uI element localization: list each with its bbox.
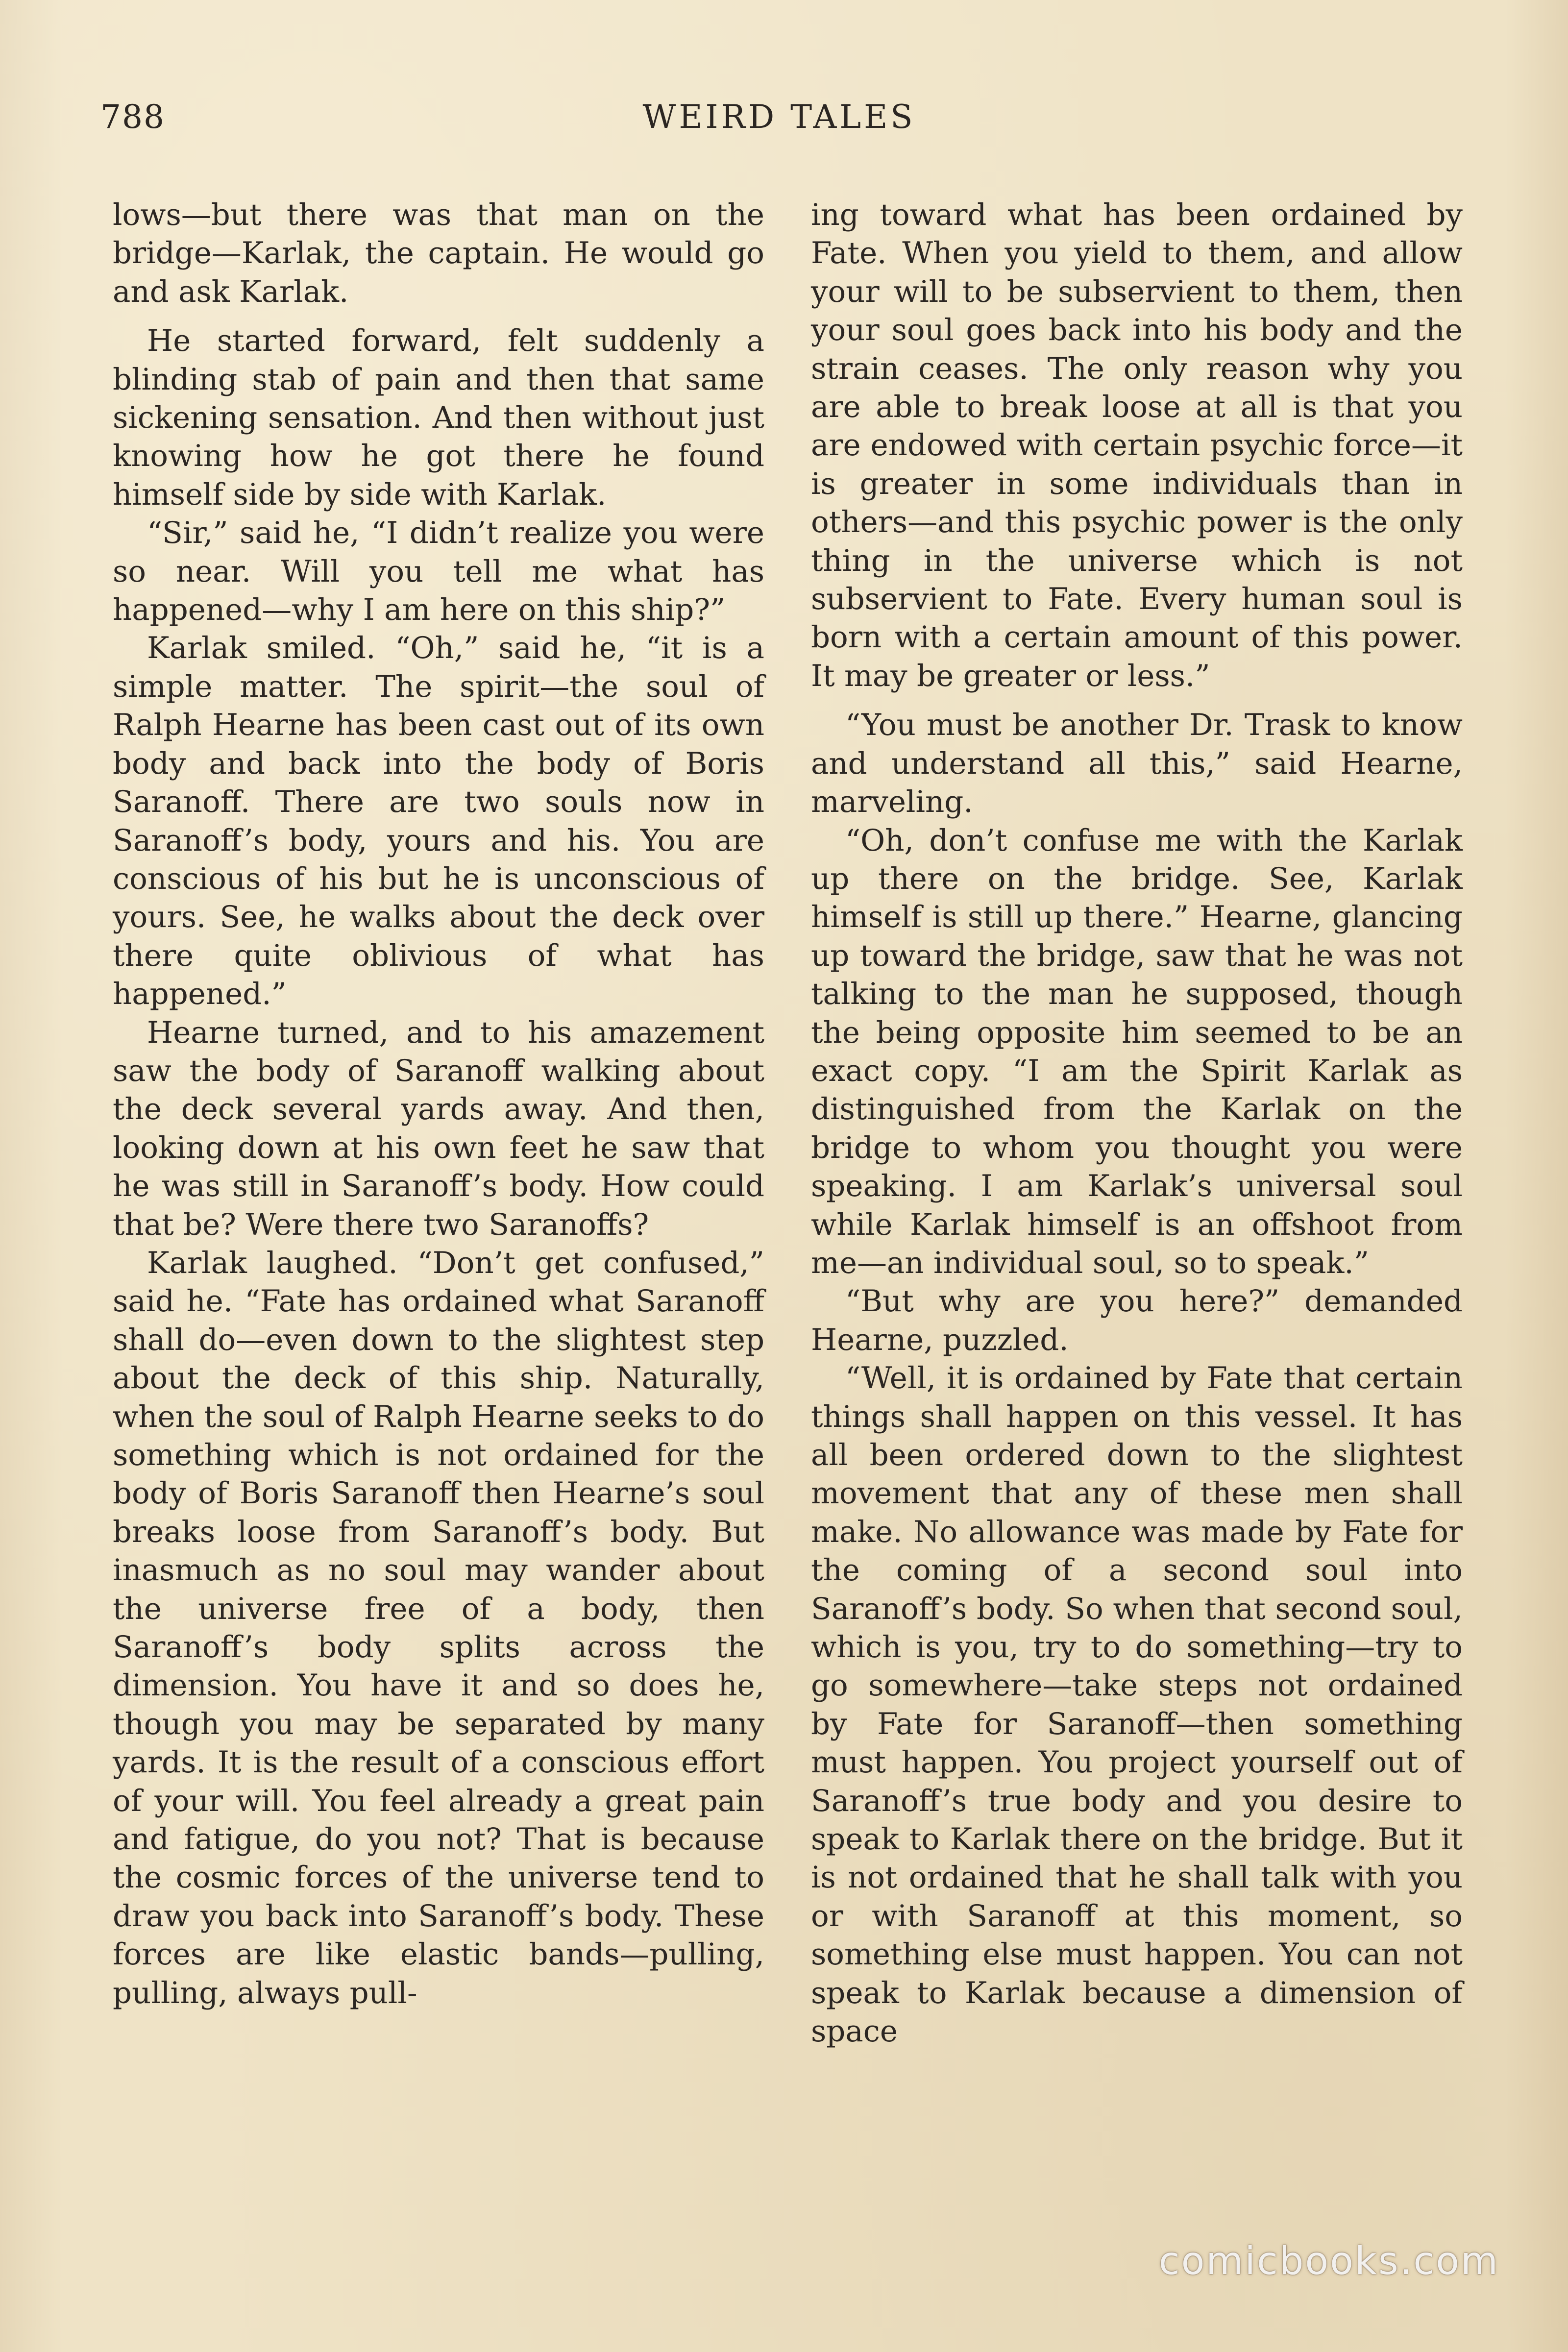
page-header (100, 98, 1458, 152)
paragraph: “Oh, don’t confuse me with the Karlak up there on the bridge. See, Karlak himself is still up there.” Hearne, glancing up toward the bridge, saw that he was not talking to the man he supposed, though the being opposite him seemed to be an exact copy. “I am the Spirit Karlak as distinguished from the Karlak on the bridge to whom you thought you were speaking. I am Karlak’s universal soul while Karlak himself is an offshoot from me—an individual soul, so to speak.” (811, 823, 1463, 1280)
paragraph: Karlak smiled. “Oh,” said he, “it is a simple matter. The spirit—the soul of Ralph Hearne has been cast out of its own body and back into the body of Boris Saranoff. There are two souls now in Saranoff’s body, yours and his. You are conscious of his but he is unconscious of yours. See, he walks about the deck over there quite oblivious of what has happened.” (113, 631, 764, 1012)
paragraph: Karlak laughed. “Don’t get confused,” said he. “Fate has ordained what Saranoff shall do—even down to the slightest step about the deck of this ship. Naturally, when the soul of Ralph Hearne seeks to do something which is not ordained for the body of Boris Saranoff then Hearne’s soul breaks loose from Saranoff’s body. But inasmuch as no soul may wander about the universe free of a body, then Saranoff’s body splits across the dimension. You have it and so does he, though you may be separated by many yards. It is the result of a conscious effort of your will. You feel already a great pain and fatigue, do you not? That is because the cosmic forces of the universe tend to draw you back into Saranoff’s body. These forces are like elastic bands—pulling, pulling, always pull- (113, 1245, 764, 2010)
paragraph: lows—but there was that man on the bridge—Karlak, the captain. He would go and ask Karlak. (113, 197, 764, 309)
paragraph: Hearne turned, and to his amazement saw the body of Saranoff walking about the deck several yards away. And then, looking down at his own feet he saw that he was still in Saranoff’s body. How could that be? Were there two Saranoffs? (113, 1015, 764, 1242)
text-column-left (113, 196, 764, 2012)
paragraph: “Well, it is ordained by Fate that certain things shall happen on this vessel. It has all been ordered down to the slightest movement that any of these men shall make. No allowance was made by Fate for the coming of a second soul into Saranoff’s body. So when that second soul, which is you, try to do something—try to go somewhere—take steps not ordained by Fate for Saranoff—then something must happen. You project yourself out of Saranoff’s true body and you desire to speak to Karlak there on the bridge. But it is not ordained that he shall talk with you or with Saranoff at this moment, so something else must happen. You can not speak to Karlak because a dimension of space (811, 1361, 1463, 2049)
running-head-title: WEIRD TALES (642, 98, 916, 136)
paragraph: “Sir,” said he, “I didn’t realize you were so near. Will you tell me what has happened—why I am here on this ship?” (113, 515, 764, 628)
watermark-logo: comicbooks.com (1158, 2239, 1499, 2283)
paragraph: He started forward, felt suddenly a blinding stab of pain and then that same sickening sensation. And then without just knowing how he got there he found himself side by side with Karlak. (113, 323, 764, 512)
text-column-right (811, 196, 1463, 2051)
paragraph: ing toward what has been ordained by Fate. When you yield to them, and allow your will to be subservient to them, then your soul goes back into his body and the strain ceases. The only reason why you are able to break loose at all is that you are endowed with certain psychic force—it is greater in some individuals than in others—and this psychic power is the only thing in the universe which is not subservient to Fate. Every human soul is born with a certain amount of this power. It may be greater or less.” (811, 197, 1463, 693)
paragraph: “You must be another Dr. Trask to know and understand all this,” said Hearne, marveling. (811, 708, 1463, 820)
page-number: 788 (100, 98, 165, 136)
paragraph: “But why are you here?” demanded Hearne, puzzled. (811, 1284, 1463, 1357)
